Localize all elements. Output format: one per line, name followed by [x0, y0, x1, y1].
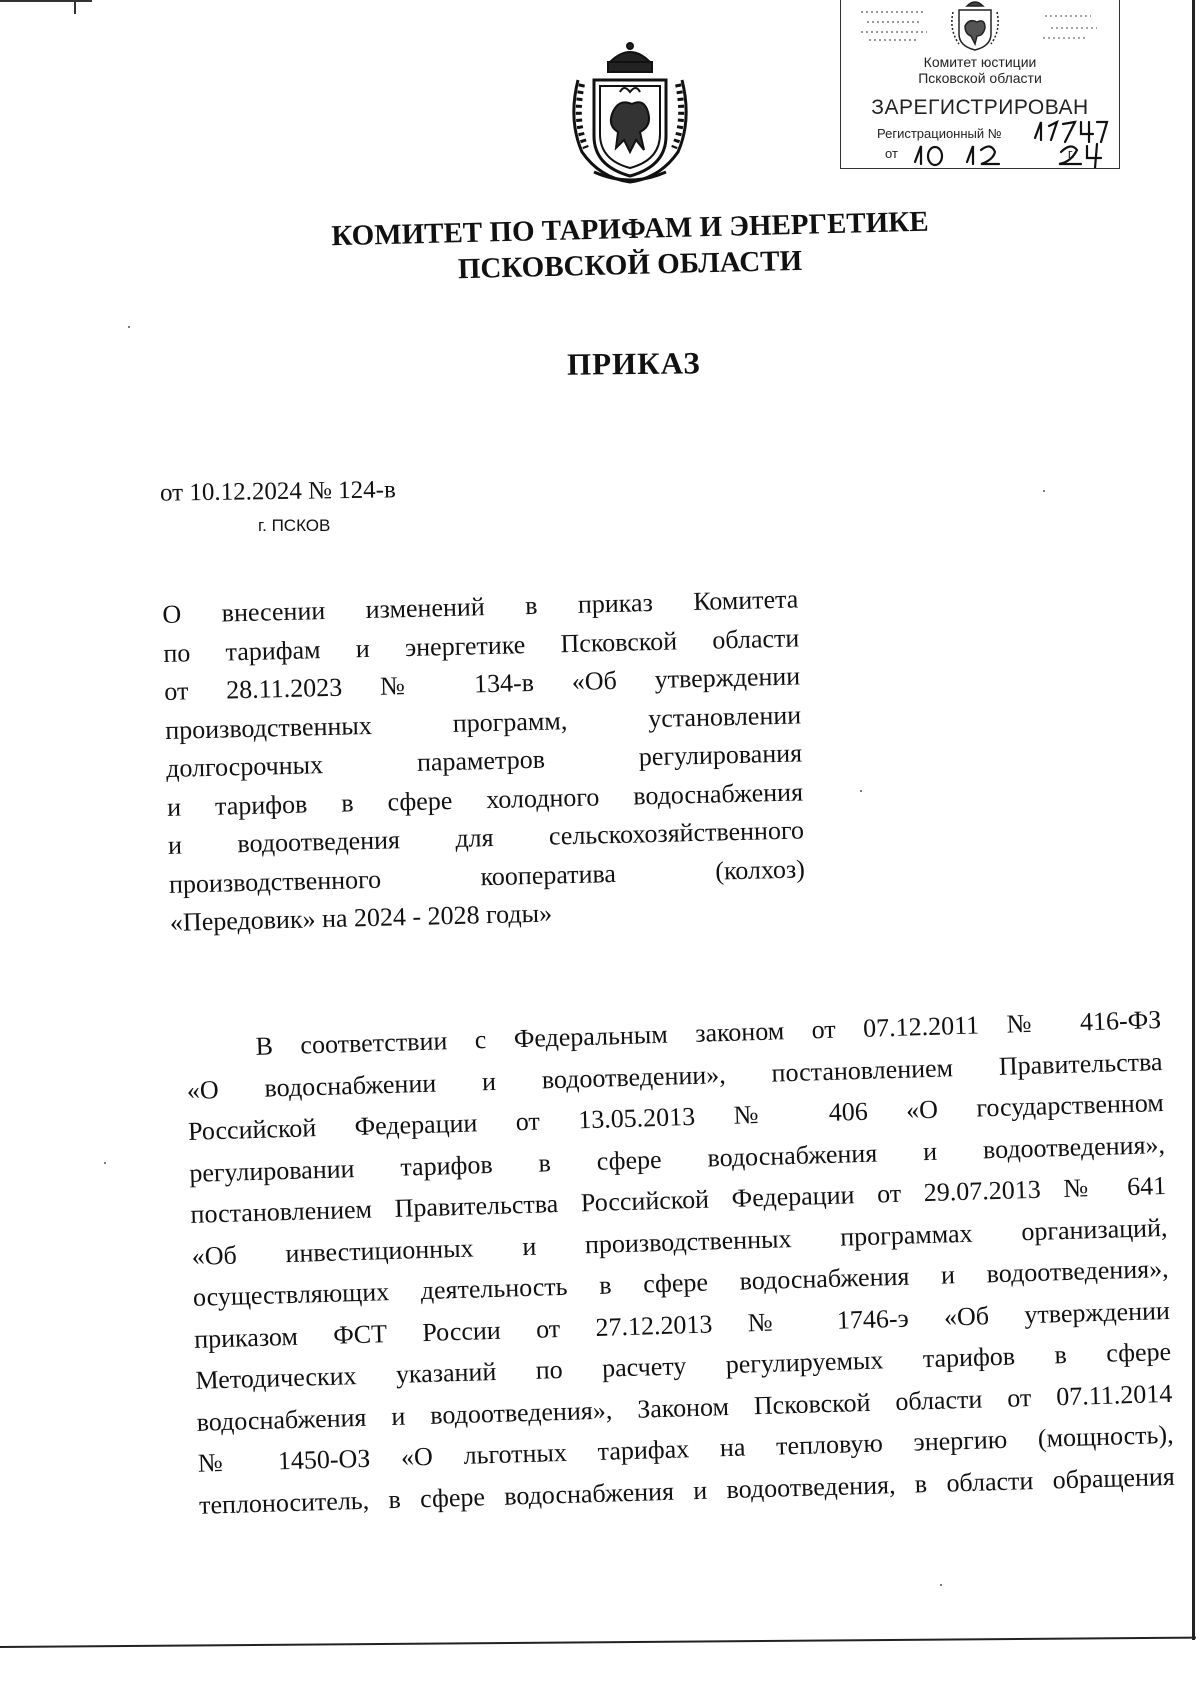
stamp-number-label: Регистрационный №: [877, 126, 1002, 141]
registration-stamp: [840, 0, 1120, 169]
subject-line: О внесении изменений в приказ Комитета: [162, 584, 799, 629]
scan-edge-top: [0, 0, 92, 2]
subject-line: и тарифов в сфере холодного водоснабжения: [166, 776, 804, 822]
stamp-faded-marks: [859, 6, 929, 44]
stamp-org-line2: Псковской области: [918, 70, 1042, 86]
body-line: теплоноситель, в сфере водоснабжения и водоотведения, в области обращения: [198, 1461, 1176, 1520]
subject-line: долгосрочных параметров регулирования: [165, 738, 803, 783]
scan-speck: [940, 1584, 942, 1586]
stamp-date-label: от: [885, 146, 898, 161]
body-line: осуществляющих деятельность в сфере водоснабжения и водоотведения»,: [192, 1253, 1169, 1312]
document-type-title: ПРИКАЗ: [566, 345, 701, 382]
scan-speck: [104, 1162, 106, 1164]
stamp-handwritten-date: [911, 138, 1111, 168]
scan-speck: [860, 790, 862, 792]
stamp-date-suffix: г.: [1067, 146, 1075, 161]
order-subject: [162, 580, 806, 942]
subject-line: от 28.11.2023 № 134-в «Об утверждении: [163, 661, 801, 706]
stamp-status: ЗАРЕГИСТРИРОВАН: [871, 96, 1089, 119]
order-body-paragraph: [185, 999, 1175, 1526]
scan-speck: [128, 326, 130, 328]
body-line: регулировании тарифов в сфере водоснабжения и водоотведения»,: [188, 1129, 1166, 1188]
pskov-coat-of-arms-icon: [560, 40, 700, 185]
subject-line: производственного кооператива (колхоз): [168, 853, 806, 899]
body-line: «О водоснабжении и водоотведении», постановлением Правительства: [186, 1046, 1163, 1105]
stamp-faded-marks-right: [1041, 6, 1101, 44]
body-line: Методических указаний по расчету регулируемых тарифов в сфере: [195, 1336, 1172, 1395]
subject-line: «Передовик» на 2024 - 2028 годы»: [169, 898, 553, 937]
body-line: приказом ФСТ России от 27.12.2013 № 1746-э «Об утверждении: [193, 1295, 1171, 1354]
body-line: Российской Федерации от 13.05.2013 № 406 «О государственном: [187, 1088, 1165, 1146]
scan-edge-bottom: [0, 1637, 1196, 1648]
subject-line: производственных программ, установлении: [164, 699, 802, 745]
subject-line: и водоотведения для сельскохозяйственного: [167, 815, 805, 860]
body-line: № 1450-ОЗ «О льготных тарифах на тепловую энергию (мощность),: [197, 1419, 1174, 1478]
scan-speck: [1043, 490, 1045, 492]
scan-edge-tick: [74, 0, 76, 14]
body-line: постановлением Правительства Российской Федерации от 29.07.2013 № 641: [190, 1170, 1167, 1229]
body-line: водоснабжения и водоотведения», Законом Псковской области от 07.11.2014: [196, 1378, 1173, 1437]
order-date-number: от 10.12.2024 № 124-в: [159, 476, 396, 507]
order-city: г. ПСКОВ: [258, 516, 331, 535]
body-line: В соответствии с Федеральным законом от 07.12.2011 № 416-ФЗ: [255, 1005, 1162, 1061]
committee-name-line2: ПСКОВСКОЙ ОБЛАСТИ: [457, 244, 803, 286]
stamp-emblem-icon: [945, 0, 1005, 52]
body-line: «Об инвестиционных и производственных программах организаций,: [191, 1212, 1168, 1271]
subject-line: по тарифам и энергетике Псковской области: [163, 622, 800, 668]
committee-name-line1: КОМИТЕТ ПО ТАРИФАМ И ЭНЕРГЕТИКЕ: [331, 205, 929, 253]
stamp-org-line1: Комитет юстиции: [923, 54, 1037, 70]
